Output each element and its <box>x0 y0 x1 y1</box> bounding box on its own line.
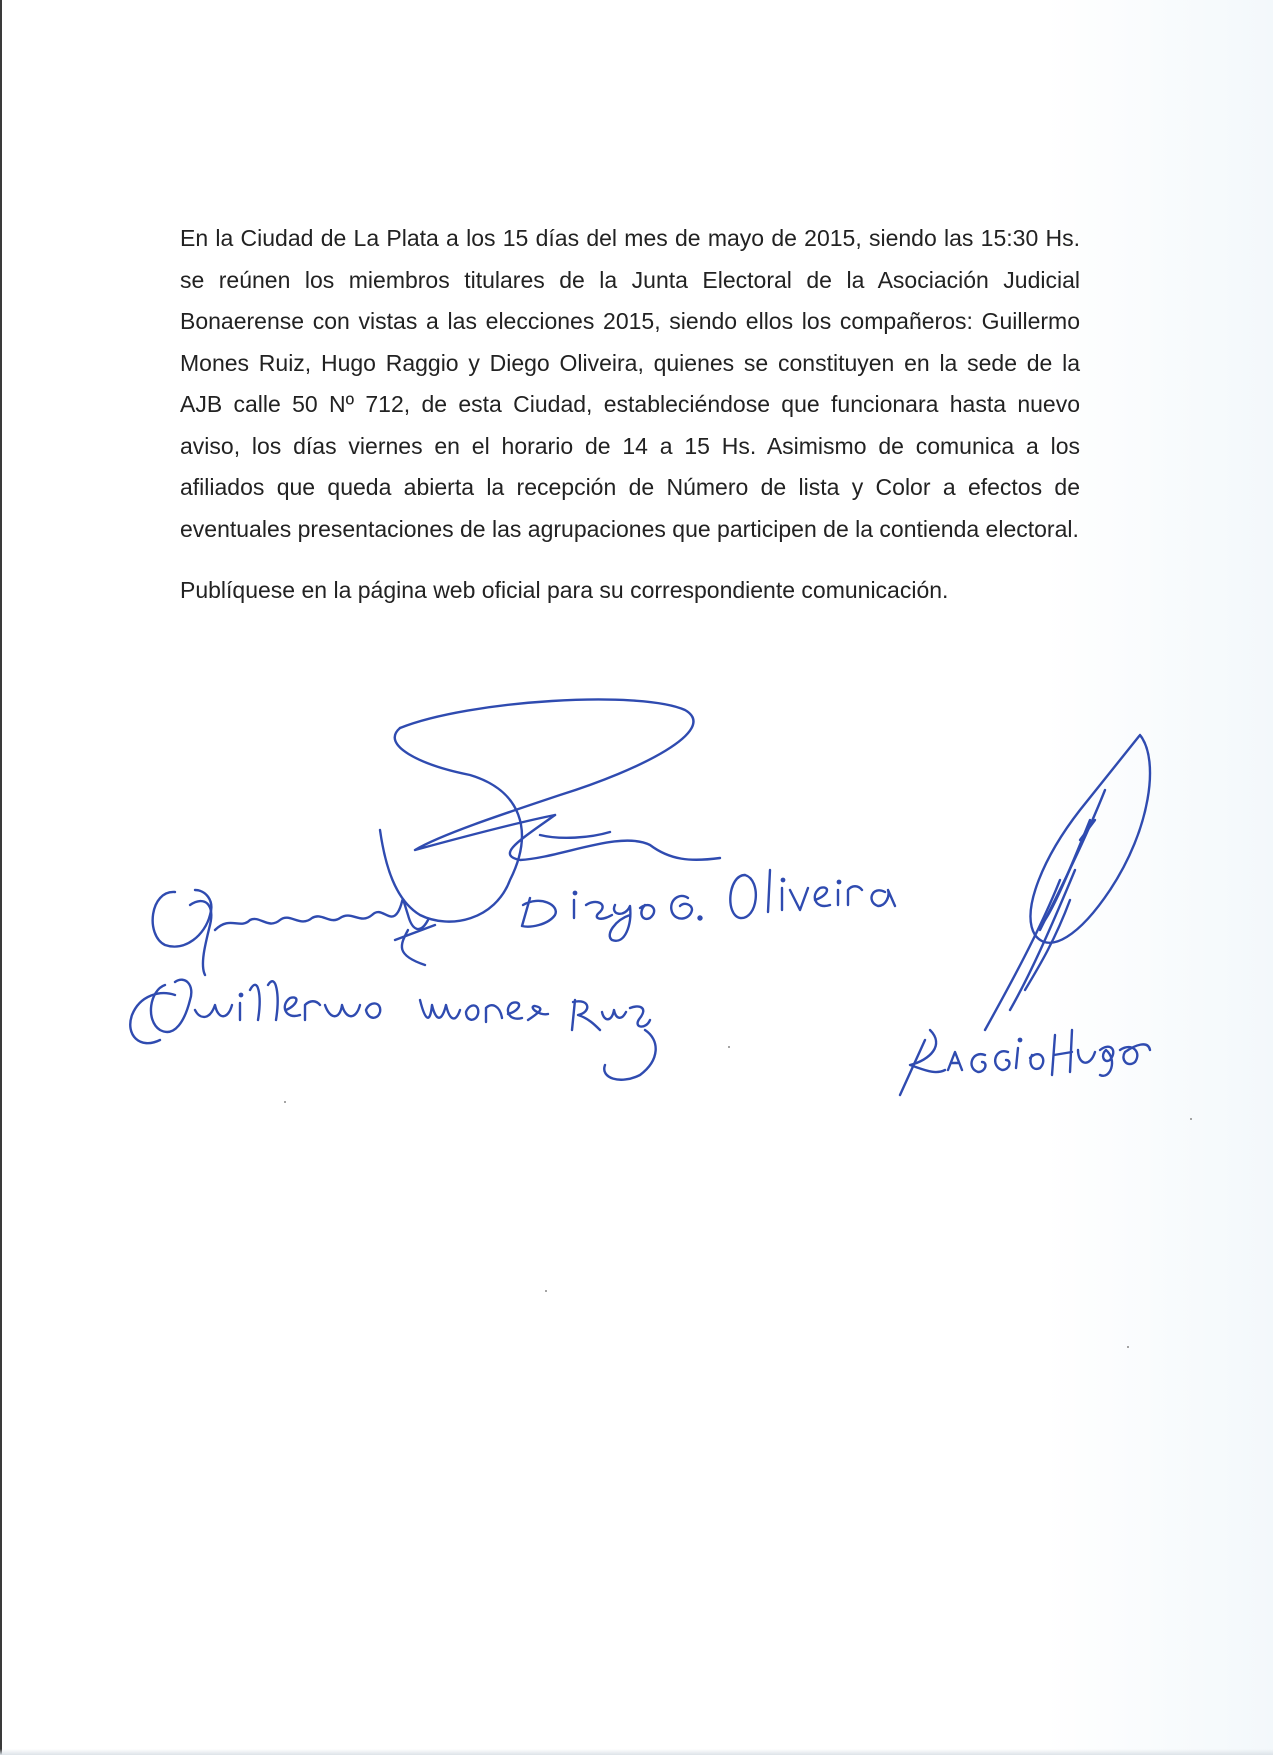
scan-left-edge <box>0 0 2 1755</box>
scan-speck <box>545 1290 547 1292</box>
scan-speck <box>1190 1118 1192 1120</box>
document-body <box>180 218 1080 612</box>
signature-raggio-hugo <box>900 735 1150 1095</box>
signature-diego-oliveira <box>380 700 895 941</box>
signature-guillermo-mones-ruiz <box>130 890 655 1080</box>
scan-speck <box>1127 1346 1129 1348</box>
scan-speck <box>728 1046 730 1048</box>
paragraph-publish: Publíquese en la página web oficial para su correspondiente comunicación. <box>180 577 949 603</box>
scan-bottom-edge <box>0 1749 1273 1755</box>
paragraph-minutes: En la Ciudad de La Plata a los 15 días del mes de mayo de 2015, siendo las 15:30 Hs. se reúnen los miembros titulares de la Junta Electoral de la Asociación Judicial Bonaerense con vistas a las elecciones 2015, siendo ellos los compañeros: Guillermo Mones Ruiz, Hugo Raggio y Diego Oliveira, quienes se constituyen en la sede de la AJB calle 50 Nº 712, de esta Ciudad, estableciéndose que funcionara hasta nuevo aviso, los días viernes en el horario de 14 a 15 Hs. Asimismo de comunica a los afiliados que queda abierta la recepción de Número de lista y Color a efectos de eventuales presentaciones de las agrupaciones que participen de la contienda electoral. <box>180 225 1080 542</box>
scan-speck <box>284 1101 286 1103</box>
